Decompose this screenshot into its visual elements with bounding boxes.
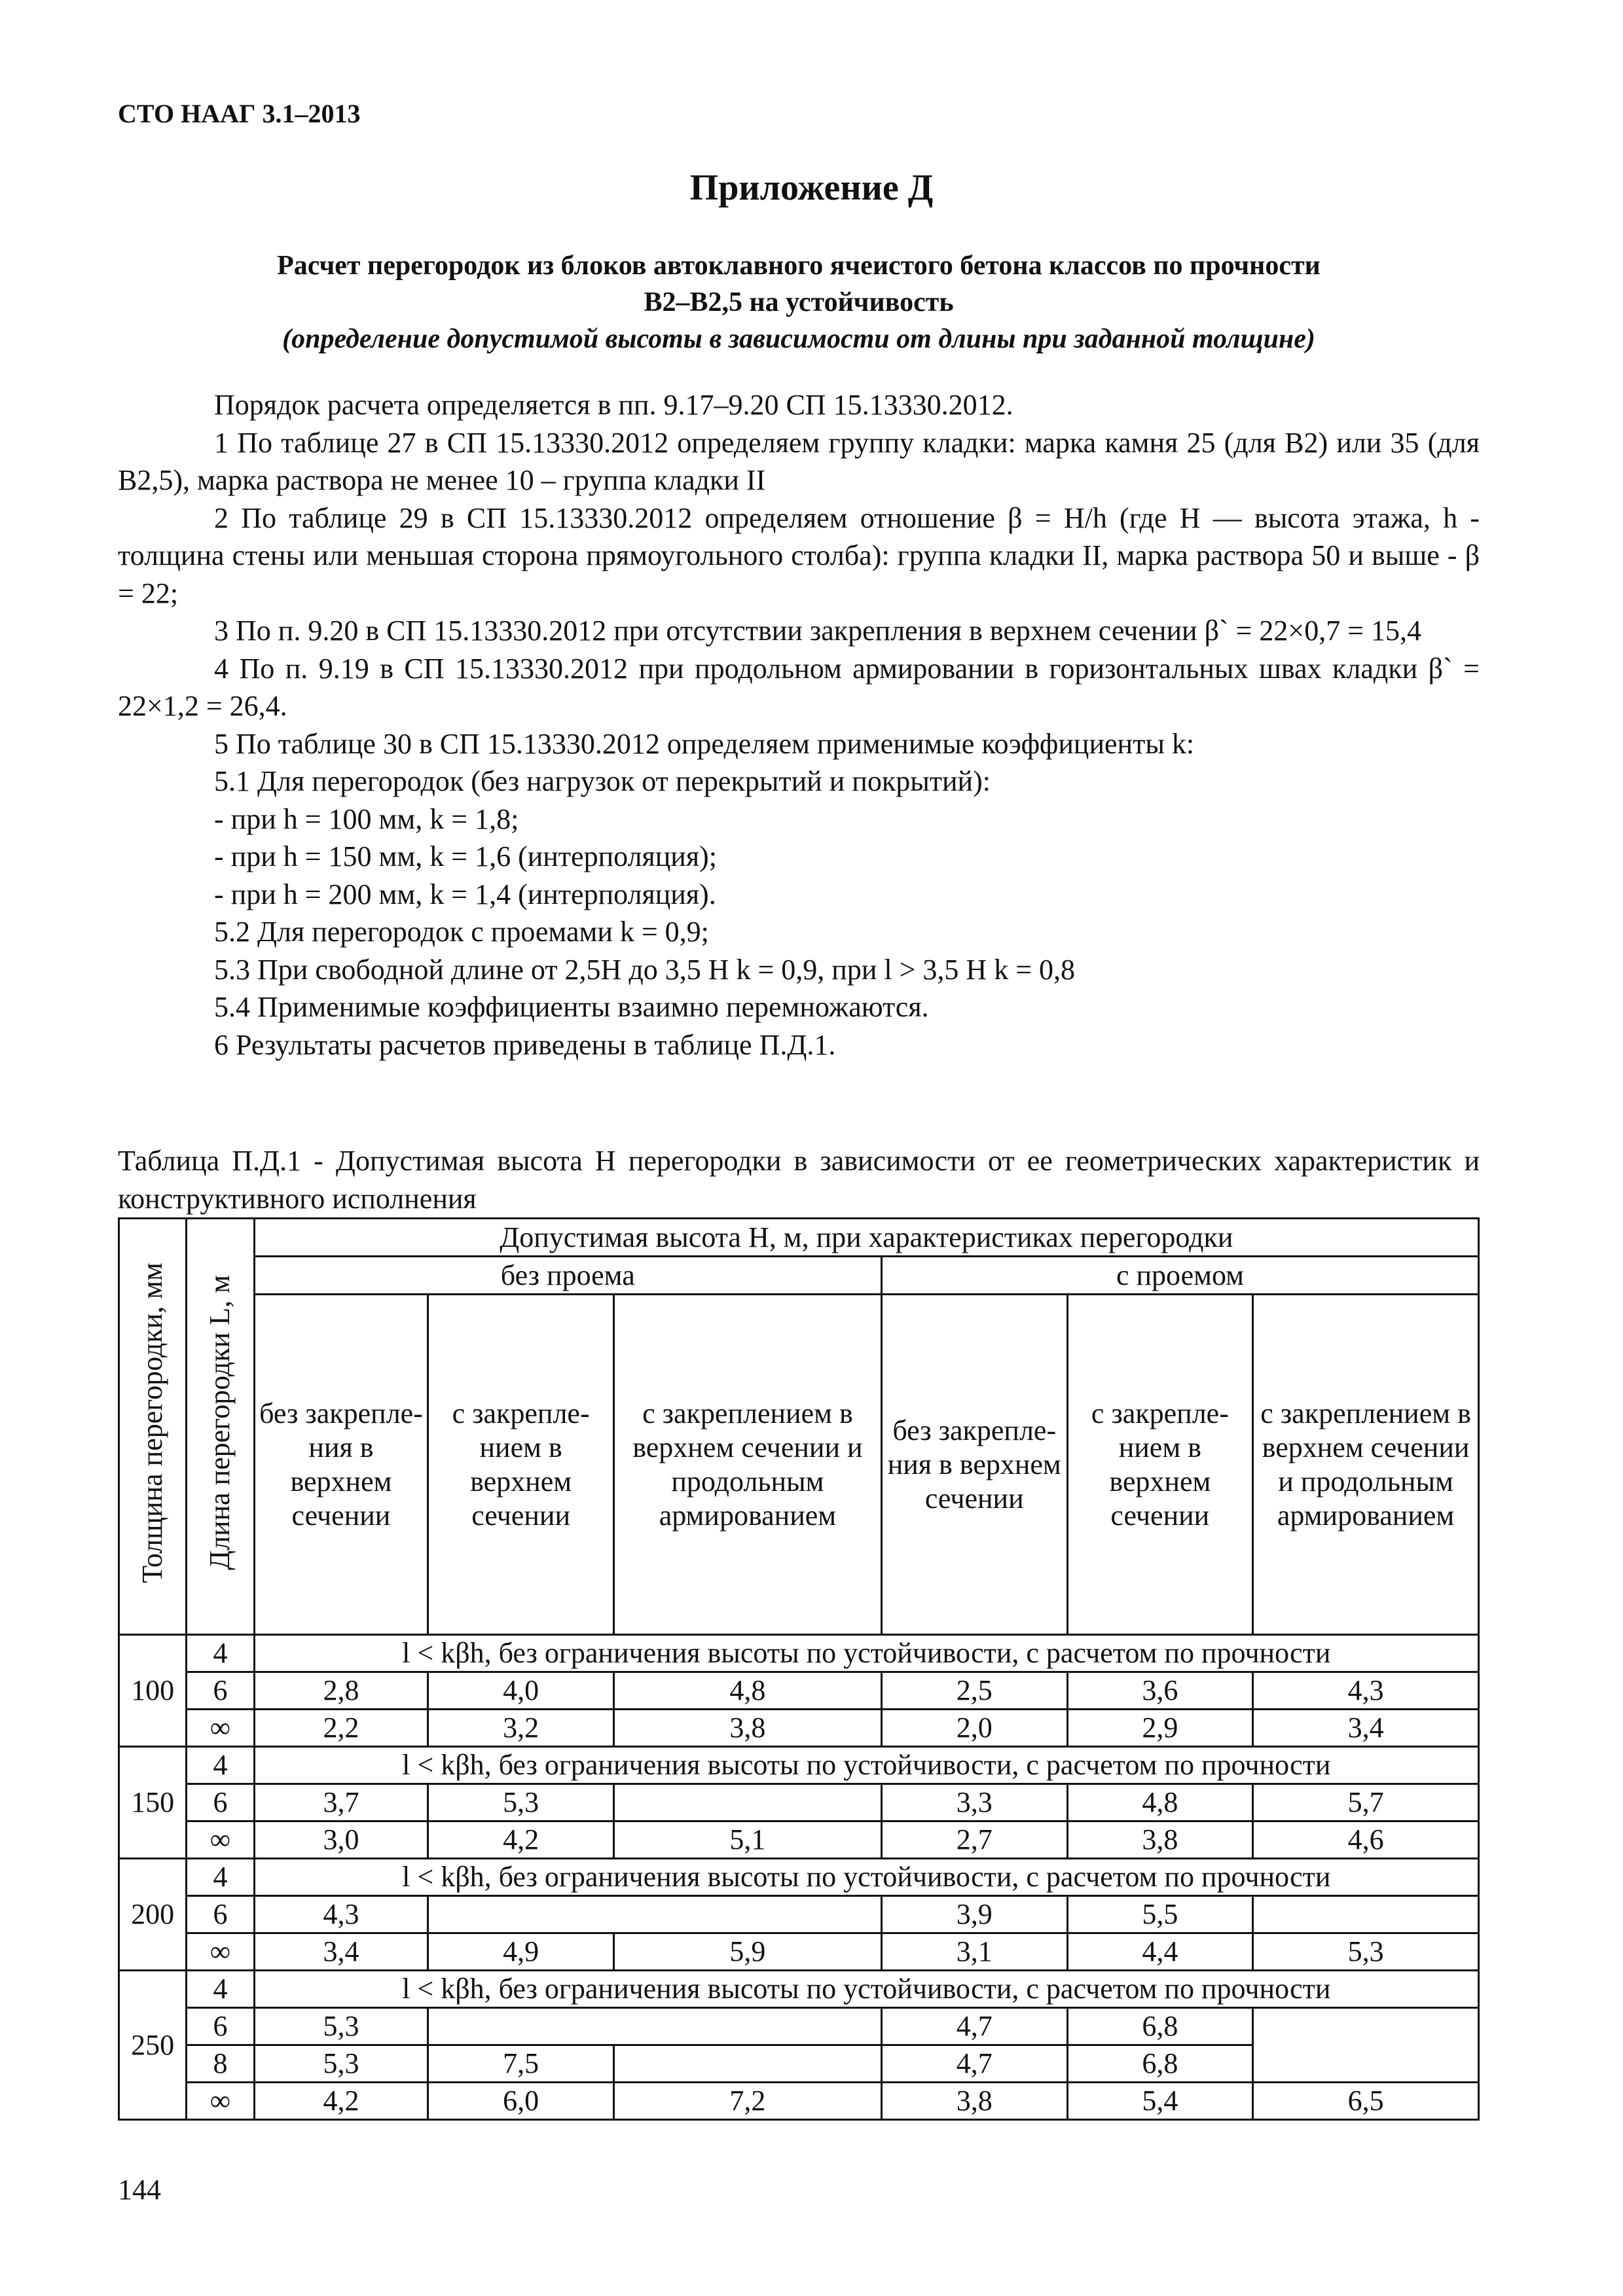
value-cell: 3,4 <box>254 1933 428 1971</box>
value-cell: 3,0 <box>254 1821 428 1859</box>
value-cell: 4,7 <box>881 2045 1067 2083</box>
length-cell: 6 <box>187 1896 254 1933</box>
value-cell: 5,4 <box>1067 2083 1253 2120</box>
value-cell: 5,1 <box>613 1821 881 1859</box>
value-cell: 3,9 <box>881 1896 1067 1933</box>
value-cell: 4,7 <box>881 2008 1067 2045</box>
allowable-height-header: Допустимая высота H, м, при характеристиках перегородки <box>254 1219 1478 1257</box>
value-cell: 5,3 <box>254 2008 428 2045</box>
length-cell: ∞ <box>187 1933 254 1971</box>
paragraph: - при h = 150 мм, k = 1,6 (интерполяция); <box>214 840 717 872</box>
table-row <box>119 1747 1479 1784</box>
paragraph: 5.2 Для перегородок с проемами k = 0,9; <box>214 916 709 948</box>
value-cell: 2,7 <box>881 1821 1067 1859</box>
length-header: Длина перегородки L, м <box>187 1219 254 1635</box>
value-cell <box>1253 2008 1479 2083</box>
subheader-cell: без закрепле-ния в верхнем сечении <box>881 1295 1067 1635</box>
value-cell: 4,3 <box>1253 1672 1479 1710</box>
value-cell: 6,8 <box>1067 2045 1253 2083</box>
length-cell: 4 <box>187 1859 254 1896</box>
value-cell: 5,3 <box>1253 1933 1479 1971</box>
value-cell: 6,8 <box>1067 2008 1253 2045</box>
paragraph: 1 По таблице 27 в СП 15.13330.2012 определяем группу кладки: марка камня 25 (для В2) или 35 (для В2,5), марка раствора не менее 10 – группа кладки II <box>118 426 1480 496</box>
value-cell: 4,4 <box>1067 1933 1253 1971</box>
value-cell: 4,0 <box>428 1672 614 1710</box>
paragraph: 5.4 Применимые коэффициенты взаимно перемножаются. <box>214 991 929 1023</box>
table-caption: Таблица П.Д.1 - Допустимая высота H перегородки в зависимости от ее геометрических характеристик и конструктивного исполнения <box>118 1145 1480 1215</box>
subtitle-line-3: (определение допустимой высоты в зависимости от длины при заданной толщине) <box>282 324 1315 354</box>
paragraph: 3 По п. 9.20 в СП 15.13330.2012 при отсутствии закрепления в верхнем сечении β` = 22×0,7 = 15,4 <box>214 615 1422 647</box>
paragraph: 5.3 При свободной длине от 2,5H до 3,5 H k = 0,9, при l > 3,5 H k = 0,8 <box>214 953 1076 986</box>
subheader-cell: с закрепле-нием в верхнем сечении <box>1067 1295 1253 1635</box>
value-cell: 2,8 <box>254 1672 428 1710</box>
length-cell: 6 <box>187 1672 254 1710</box>
calculation-procedure <box>118 386 1480 1064</box>
thickness-cell: 150 <box>119 1747 187 1859</box>
subtitle-line-1: Расчет перегородок из блоков автоклавного ячеистого бетона классов по прочности <box>277 251 1321 281</box>
value-cell: 4,8 <box>1067 1784 1253 1821</box>
appendix-subtitle <box>118 247 1480 357</box>
span-note-cell: l < kβh, без ограничения высоты по устойчивости, с расчетом по прочности <box>254 1747 1478 1784</box>
subheader-cell: с закреплением в верхнем сечении и продольным армированием <box>1253 1295 1479 1635</box>
table-row <box>119 1784 1479 1821</box>
subheader-cell: с закрепле-нием в верхнем сечении <box>428 1295 614 1635</box>
opening-header: с проемом <box>881 1257 1478 1295</box>
paragraph: 2 По таблице 29 в СП 15.13330.2012 определяем отношение β = H/h (где H — высота этажа, h - толщина стены или меньшая сторона прямоугольного столба): группа кладки II, марка раствора 50 и выше - β = 22; <box>118 501 1480 609</box>
subtitle-line-2: В2–В2,5 на устойчивость <box>644 287 954 317</box>
value-cell: 3,4 <box>1253 1710 1479 1747</box>
length-cell: 8 <box>187 2045 254 2083</box>
span-note-cell: l < kβh, без ограничения высоты по устойчивости, с расчетом по прочности <box>254 1635 1478 1672</box>
value-cell: 6,0 <box>428 2083 614 2120</box>
paragraph: - при h = 200 мм, k = 1,4 (интерполяция). <box>214 878 716 910</box>
table-row <box>119 1896 1479 1933</box>
value-cell <box>613 1784 881 1821</box>
length-cell: 4 <box>187 1971 254 2008</box>
value-cell: 2,0 <box>881 1710 1067 1747</box>
value-cell: 3,8 <box>613 1710 881 1747</box>
subheader-cell: с закреплением в верхнем сечении и продольным армированием <box>613 1295 881 1635</box>
value-cell: 2,9 <box>1067 1710 1253 1747</box>
length-cell: 6 <box>187 1784 254 1821</box>
value-cell: 5,3 <box>254 2045 428 2083</box>
table-row <box>119 1859 1479 1896</box>
length-cell: ∞ <box>187 1710 254 1747</box>
paragraph: 6 Результаты расчетов приведены в таблице П.Д.1. <box>214 1028 836 1061</box>
paragraph: 5 По таблице 30 в СП 15.13330.2012 определяем применимые коэффициенты k: <box>214 727 1195 760</box>
table-row <box>119 1971 1479 2008</box>
paragraph: 5.1 Для перегородок (без нагрузок от перекрытий и покрытий): <box>214 765 991 797</box>
thickness-cell: 200 <box>119 1859 187 1971</box>
value-cell: 3,1 <box>881 1933 1067 1971</box>
table-row <box>119 1710 1479 1747</box>
table-row <box>119 1635 1479 1672</box>
value-cell: 4,2 <box>254 2083 428 2120</box>
appendix-title: Приложение Д <box>689 168 934 208</box>
value-cell: 7,5 <box>428 2045 614 2083</box>
no-opening-header: без проема <box>254 1257 881 1295</box>
value-cell <box>428 2008 882 2045</box>
value-cell: 4,3 <box>254 1896 428 1933</box>
value-cell: 3,8 <box>1067 1821 1253 1859</box>
value-cell: 5,9 <box>613 1933 881 1971</box>
document-code: СТО НААГ 3.1–2013 <box>118 99 361 128</box>
value-cell: 7,2 <box>613 2083 881 2120</box>
page-number: 144 <box>118 2174 161 2206</box>
thickness-header: Толщина перегородки, мм <box>119 1219 187 1635</box>
value-cell: 5,5 <box>1067 1896 1253 1933</box>
value-cell: 4,6 <box>1253 1821 1479 1859</box>
table-row <box>119 1672 1479 1710</box>
paragraph: - при h = 100 мм, k = 1,8; <box>214 802 519 835</box>
subheader-cell: без закрепле-ния в верхнем сечении <box>254 1295 428 1635</box>
length-cell: ∞ <box>187 1821 254 1859</box>
value-cell: 3,3 <box>881 1784 1067 1821</box>
value-cell: 3,7 <box>254 1784 428 1821</box>
table-row <box>119 1933 1479 1971</box>
value-cell: 4,2 <box>428 1821 614 1859</box>
length-cell: 4 <box>187 1635 254 1672</box>
span-note-cell: l < kβh, без ограничения высоты по устойчивости, с расчетом по прочности <box>254 1971 1478 2008</box>
value-cell: 5,3 <box>428 1784 614 1821</box>
length-cell: 4 <box>187 1747 254 1784</box>
value-cell: 3,6 <box>1067 1672 1253 1710</box>
value-cell: 6,5 <box>1253 2083 1479 2120</box>
length-cell: 6 <box>187 2008 254 2045</box>
value-cell: 3,2 <box>428 1710 614 1747</box>
value-cell <box>1253 1896 1479 1933</box>
paragraph: Порядок расчета определяется в пп. 9.17–9.20 СП 15.13330.2012. <box>214 389 1013 421</box>
thickness-cell: 250 <box>119 1971 187 2120</box>
value-cell <box>613 2045 881 2083</box>
height-table <box>118 1217 1480 2121</box>
value-cell <box>428 1896 882 1933</box>
thickness-cell: 100 <box>119 1635 187 1747</box>
table-row <box>119 1821 1479 1859</box>
value-cell: 2,2 <box>254 1710 428 1747</box>
value-cell: 4,9 <box>428 1933 614 1971</box>
table-row <box>119 2008 1479 2045</box>
value-cell: 4,8 <box>613 1672 881 1710</box>
table-row <box>119 2083 1479 2120</box>
value-cell: 5,7 <box>1253 1784 1479 1821</box>
value-cell: 3,8 <box>881 2083 1067 2120</box>
value-cell: 2,5 <box>881 1672 1067 1710</box>
span-note-cell: l < kβh, без ограничения высоты по устойчивости, с расчетом по прочности <box>254 1859 1478 1896</box>
length-cell: ∞ <box>187 2083 254 2120</box>
paragraph: 4 По п. 9.19 в СП 15.13330.2012 при продольном армировании в горизонтальных швах кладки β` = 22×1,2 = 26,4. <box>118 652 1480 722</box>
